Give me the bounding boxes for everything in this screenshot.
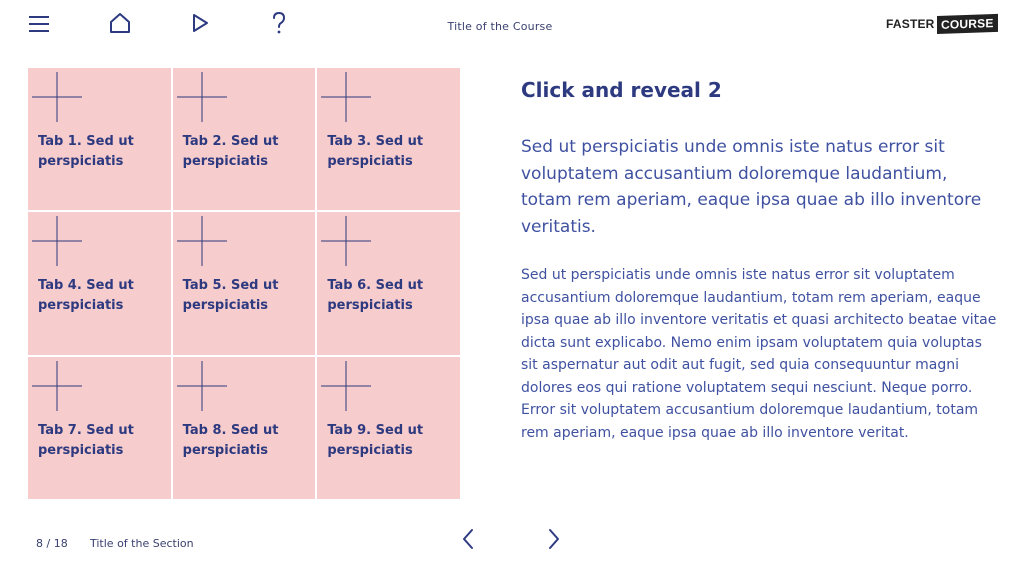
- plus-icon: [177, 361, 227, 411]
- section-title: Title of the Section: [90, 537, 194, 550]
- help-button[interactable]: [266, 10, 292, 36]
- tab-tile-6[interactable]: [317, 212, 460, 354]
- tab-tile-label: Tab 2. Sed ut perspiciatis: [182, 134, 279, 169]
- tab-tile-label: Tab 5. Sed ut perspiciatis: [182, 278, 279, 314]
- tab-tile-7[interactable]: [28, 357, 171, 499]
- plus-icon: [321, 72, 371, 122]
- plus-icon: [177, 72, 227, 122]
- home-button[interactable]: [106, 10, 134, 36]
- tab-tile-label: Tab 7. Sed ut perspiciatis: [38, 422, 134, 458]
- tab-tile-label: Tab 4. Sed ut perspiciatis: [38, 278, 134, 314]
- lead-paragraph: Sed ut perspiciatis unde omnis iste natus error sit voluptatem accusantium doloremque laudantium, totam rem aperiam, eaque ipsa quae ab illo inventore veritatis.: [521, 137, 982, 237]
- play-button[interactable]: [187, 11, 213, 35]
- menu-icon: [28, 14, 50, 34]
- plus-icon: [32, 216, 82, 266]
- plus-icon: [321, 216, 371, 266]
- previous-button[interactable]: [456, 526, 480, 552]
- home-icon: [108, 12, 132, 34]
- content-panel: [521, 76, 1001, 444]
- plus-icon: [321, 361, 371, 411]
- top-bar: [0, 0, 1024, 50]
- play-icon: [190, 12, 210, 34]
- chevron-left-icon: [461, 528, 475, 550]
- tab-tile-label: Tab 8. Sed ut perspiciatis: [182, 422, 279, 458]
- tab-tile-3[interactable]: [317, 68, 460, 210]
- tab-tile-label: Tab 3. Sed ut perspiciatis: [327, 134, 424, 169]
- tab-tile-4[interactable]: [28, 212, 171, 354]
- tab-tile-label: Tab 6. Sed ut perspiciatis: [327, 278, 424, 314]
- tab-tile-5[interactable]: [173, 212, 316, 354]
- logo-text-faster: FASTER: [886, 17, 935, 31]
- chevron-right-icon: [547, 528, 561, 550]
- tab-tile-8[interactable]: [173, 357, 316, 499]
- tab-tile-2[interactable]: [173, 68, 316, 210]
- plus-icon: [177, 216, 227, 266]
- logo: [886, 14, 997, 34]
- tab-tile-9[interactable]: [317, 357, 460, 499]
- tab-tile-label: Tab 9. Sed ut perspiciatis: [327, 422, 424, 458]
- tab-tile-1[interactable]: [28, 68, 171, 210]
- logo-text-course: COURSE: [937, 14, 998, 34]
- plus-icon: [32, 72, 82, 122]
- click-reveal-grid: [28, 68, 460, 499]
- help-icon: [269, 11, 289, 35]
- page-title: Click and reveal 2: [521, 78, 722, 102]
- course-title: Title of the Course: [447, 20, 553, 33]
- plus-icon: [32, 361, 82, 411]
- body-paragraph: Sed ut perspiciatis unde omnis iste natus error sit voluptatem accusantium doloremque laudantium, totam rem aperiam, eaque ipsa quae ab illo inventore veritatis et quasi architecto beatae vitae dicta sunt explicabo. Nemo enim ipsam voluptatem quia voluptas sit aspernatur aut odit aut fugit, sed quia consequuntur magni dolores eos qui ratione voluptatem sequi nesciunt. Neque porro. Error sit voluptatem accusantium doloremque laudantium, totam rem aperiam, eaque ipsa quae ab illo inventore veritat.: [521, 267, 997, 441]
- next-button[interactable]: [542, 526, 566, 552]
- page-indicator: 8 / 18: [36, 537, 68, 550]
- menu-button[interactable]: [26, 12, 52, 36]
- tab-tile-label: Tab 1. Sed ut perspiciatis: [38, 134, 134, 169]
